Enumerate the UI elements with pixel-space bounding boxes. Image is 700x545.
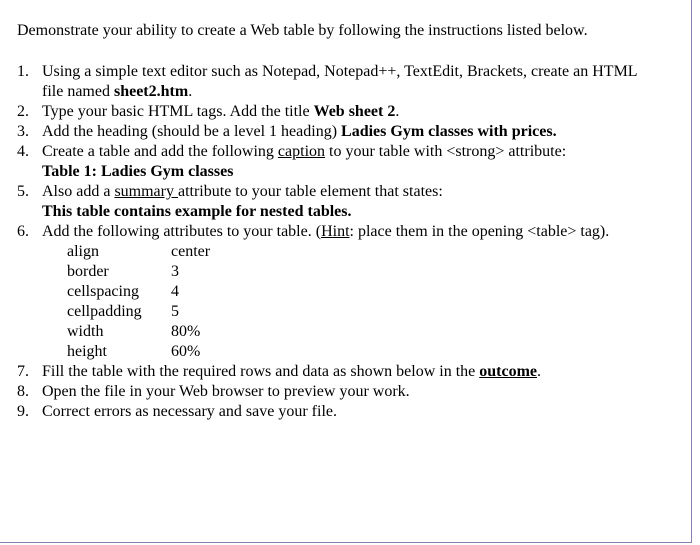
- attribute-table: [67, 242, 210, 362]
- list-item-3: [0, 122, 690, 142]
- item-4-line-1: [42, 142, 690, 162]
- attribute-value: 60%: [171, 343, 201, 360]
- item-8-text: Open the file in your Web browser to preview your work.: [42, 383, 410, 400]
- table-row: [67, 242, 210, 262]
- item-5-summary-text: This table contains example for nested tables.: [42, 203, 352, 220]
- attribute-value: 4: [171, 283, 179, 300]
- attribute-value: 3: [171, 263, 179, 280]
- list-item-8: [0, 382, 690, 402]
- item-2-text-pre: Type your basic HTML tags. Add the title: [42, 103, 314, 120]
- item-6-hint-word: Hint: [321, 223, 350, 240]
- item-1-line-2: [42, 82, 690, 102]
- item-4-text-pre: Create a table and add the following: [42, 143, 278, 160]
- item-number: 2.: [17, 103, 29, 120]
- list-item-5: [0, 182, 690, 222]
- item-2-text-post: .: [395, 103, 400, 120]
- item-1-line-1: Using a simple text editor such as Notepad, Notepad++, TextEdit, Brackets, create an HTML: [42, 63, 638, 80]
- item-2-title: Web sheet 2: [313, 103, 396, 120]
- item-7-text-post: .: [537, 363, 541, 380]
- item-3-text-pre: Add the heading (should be a level 1 heading): [42, 123, 342, 140]
- table-row: [67, 282, 210, 302]
- attribute-name: align: [67, 243, 99, 260]
- attribute-name: width: [67, 323, 104, 340]
- table-row: [67, 322, 210, 342]
- item-5-text-post: attribute to your table element that states:: [177, 183, 443, 200]
- item-7-outcome-word: outcome: [479, 363, 537, 380]
- attribute-value: 80%: [171, 323, 201, 340]
- list-item-9: [0, 402, 690, 422]
- item-number: 5.: [17, 183, 29, 200]
- item-4-caption-word: caption: [277, 143, 326, 160]
- attribute-name: cellspacing: [67, 283, 139, 300]
- item-6-line-1: [42, 222, 690, 242]
- intro-text: Demonstrate your ability to create a Web table by following the instructions listed below.: [17, 22, 588, 39]
- table-row: [67, 302, 210, 322]
- item-6-text-pre: Add the following attributes to your table. (: [42, 223, 322, 240]
- item-5-summary-word: summary: [114, 183, 178, 200]
- item-number: 4.: [17, 143, 29, 160]
- item-4-text-post: to your table with <strong> attribute:: [325, 143, 567, 160]
- item-number: 7.: [17, 363, 29, 380]
- attribute-value: 5: [171, 303, 179, 320]
- item-number: 6.: [17, 223, 29, 240]
- item-3-heading: Ladies Gym classes with prices.: [341, 123, 557, 140]
- item-number: 1.: [17, 63, 29, 80]
- table-row: [67, 262, 210, 282]
- attribute-name: cellpadding: [67, 303, 142, 320]
- item-number: 9.: [17, 403, 29, 420]
- item-1-filename: sheet2.htm: [113, 83, 189, 100]
- list-item-7: [0, 362, 690, 382]
- item-5-text-pre: Also add a: [42, 183, 115, 200]
- instruction-list: [0, 62, 690, 422]
- item-4-caption-text: Table 1: Ladies Gym classes: [42, 163, 234, 180]
- attribute-name: height: [67, 343, 107, 360]
- list-item-4: [0, 142, 690, 182]
- item-7-text-pre: Fill the table with the required rows and data as shown below in the: [42, 363, 480, 380]
- table-row: [67, 342, 210, 362]
- list-item-6: [0, 222, 690, 362]
- item-5-line-1: [42, 182, 690, 202]
- item-9-text: Correct errors as necessary and save your file.: [42, 403, 337, 420]
- attribute-value: center: [171, 243, 211, 260]
- list-item-2: [0, 102, 690, 122]
- item-1-text-pre: file named: [42, 83, 114, 100]
- item-number: 8.: [17, 383, 29, 400]
- item-number: 3.: [17, 123, 29, 140]
- item-6-text-post: : place them in the opening <table> tag).: [349, 223, 610, 240]
- item-1-text-post: .: [188, 83, 193, 100]
- attribute-name: border: [67, 263, 109, 280]
- list-item-1: [0, 62, 690, 102]
